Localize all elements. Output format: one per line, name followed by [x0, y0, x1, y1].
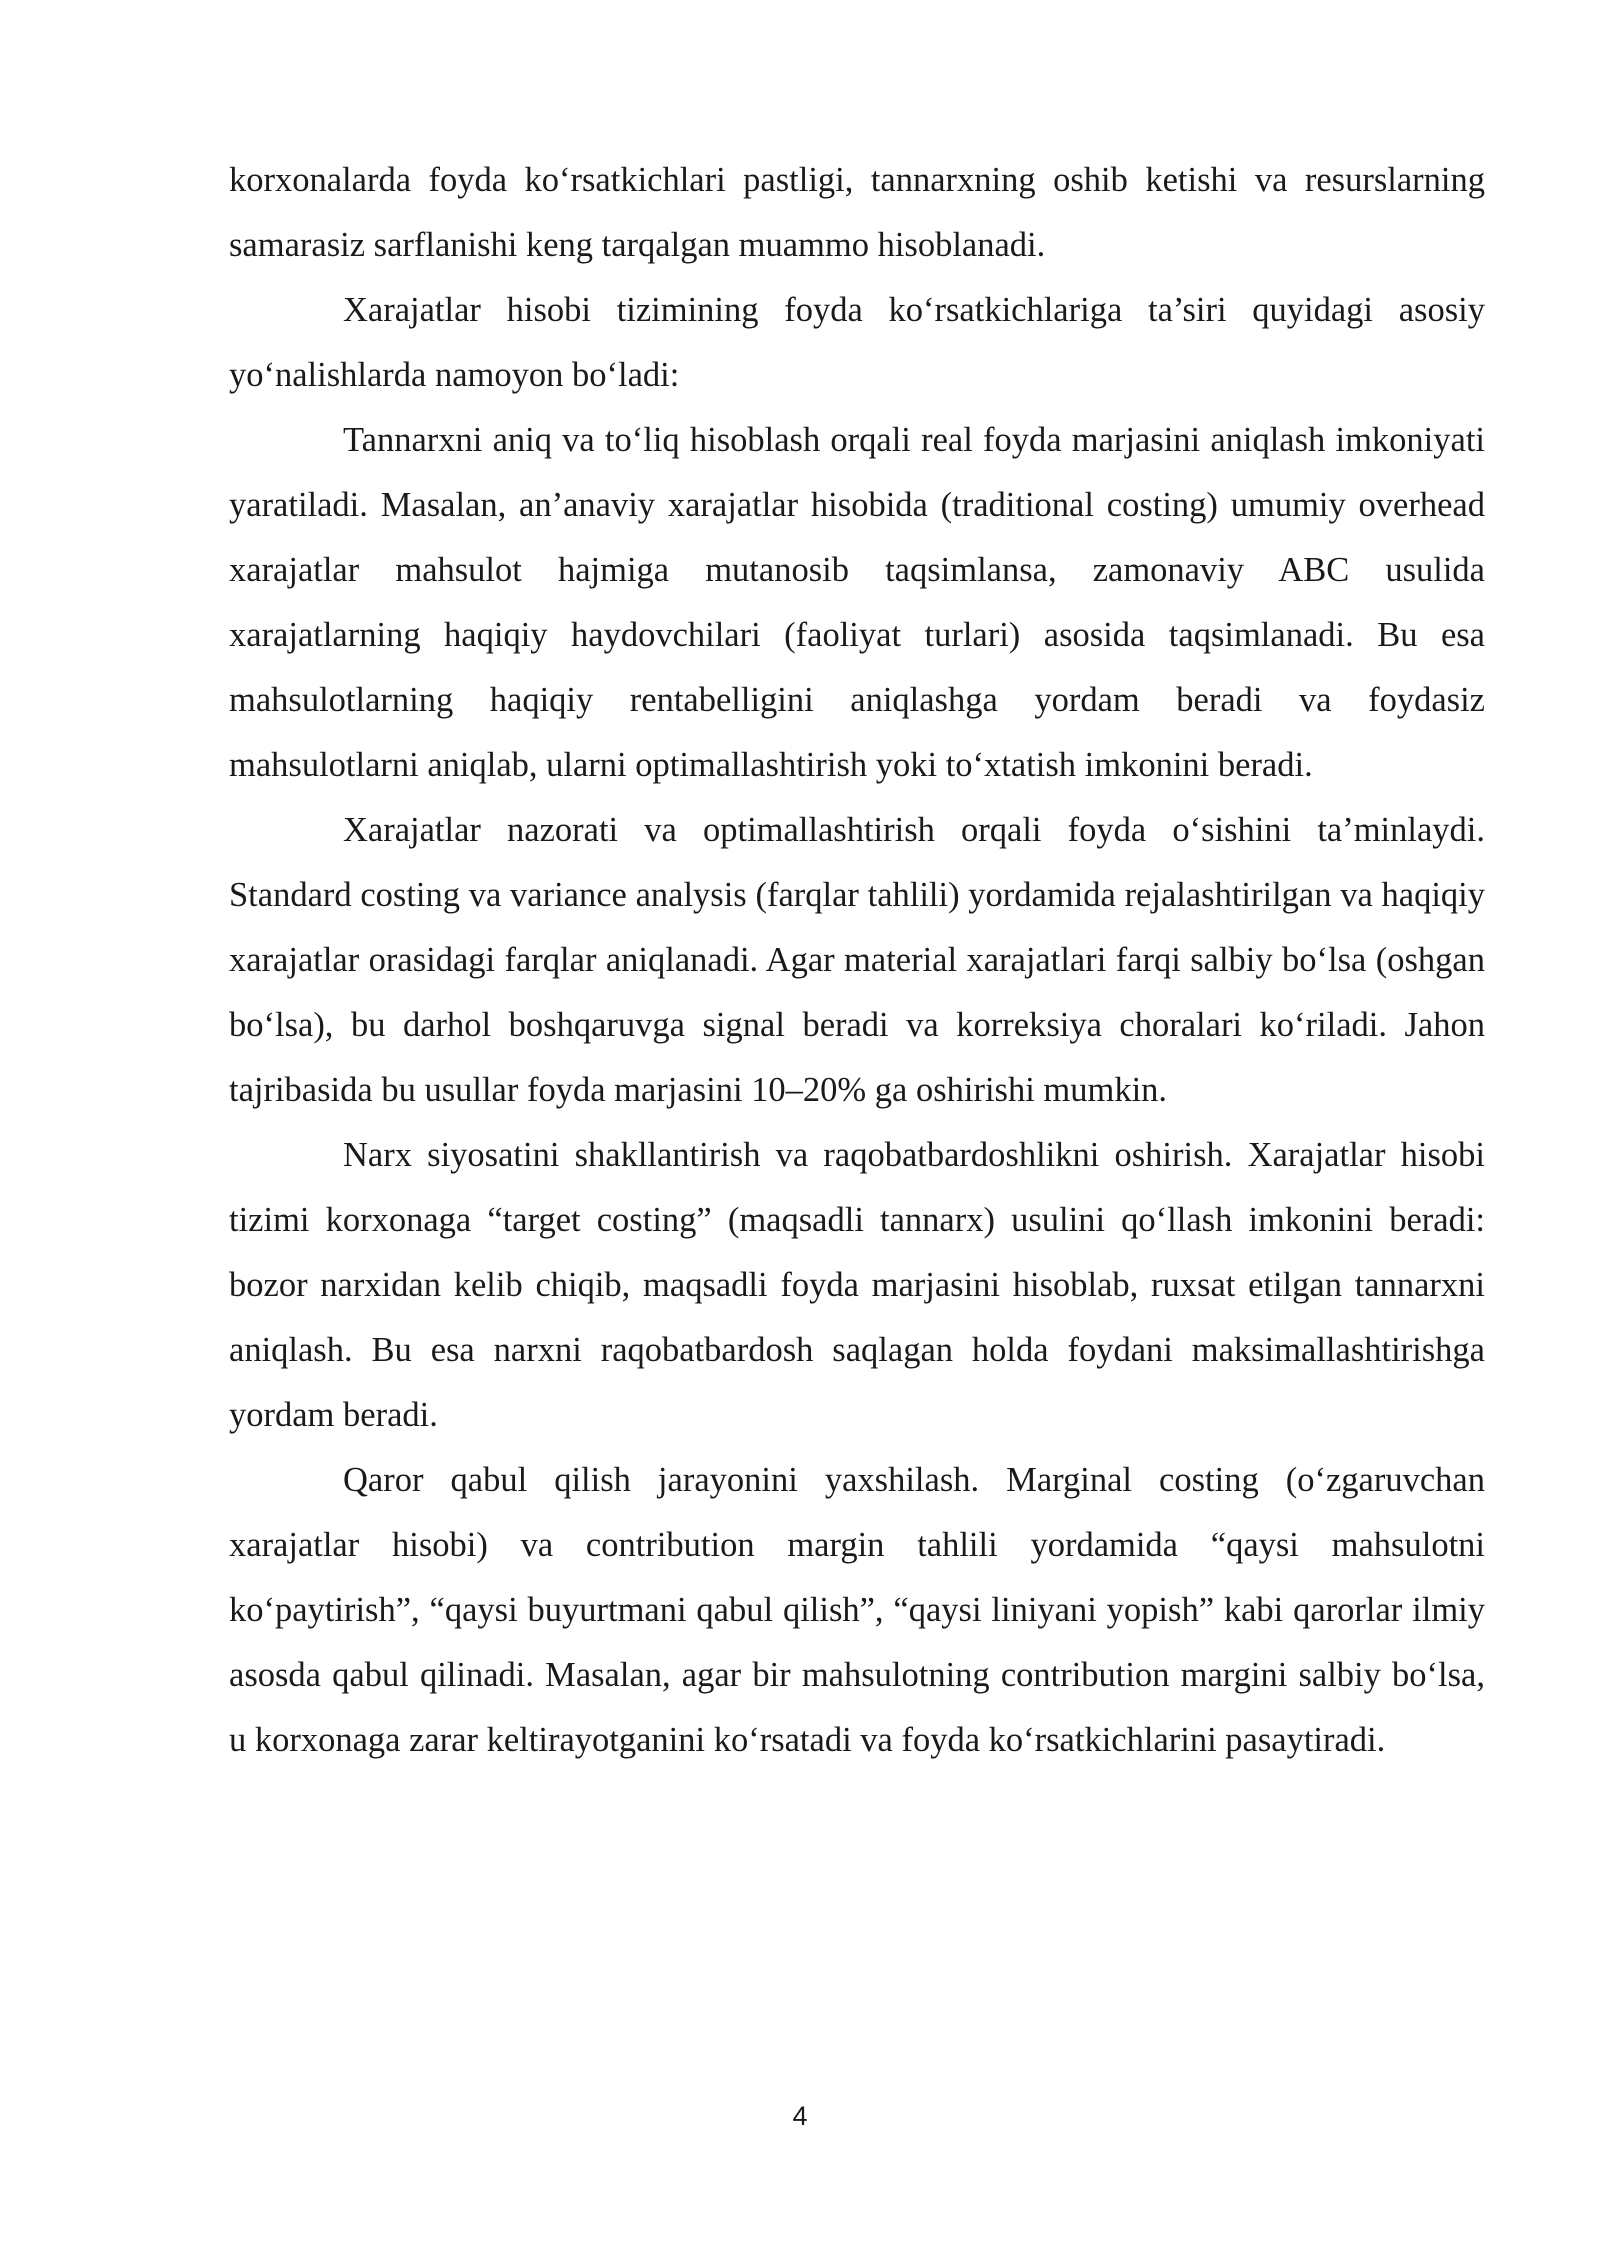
- paragraph-cost-control: Xarajatlar nazorati va optimallashtirish orqali foyda o‘sishini ta’minlaydi. Standard costing va variance analysis (farqlar tahlili) yordamida rejalashtirilgan va haqiqiy xarajatlar orasidagi farqlar aniqlanadi. Agar material xarajatlari farqi salbiy bo‘lsa (oshgan bo‘lsa), bu darhol boshqaruvga signal beradi va korreksiya choralari ko‘riladi. Jahon tajribasida bu usullar foyda marjasini 10–20% ga oshirishi mumkin.: [229, 811, 1485, 1109]
- body-text: [229, 148, 1485, 1773]
- paragraph-decision-making: Qaror qabul qilish jarayonini yaxshilash. Marginal costing (o‘zgaruvchan xarajatlar hisobi) va contribution margin tahlili yordamida “qaysi mahsulotni ko‘paytirish”, “qaysi buyurtmani qabul qilish”, “qaysi liniyani yopish” kabi qarorlar ilmiy asosda qabul qilinadi. Masalan, agar bir mahsulotning contribution margini salbiy bo‘lsa, u korxonaga zarar keltirayotganini ko‘rsatadi va foyda ko‘rsatkichlarini pasaytiradi.: [229, 1461, 1485, 1759]
- paragraph-cost-accuracy: Tannarxni aniq va to‘liq hisoblash orqali real foyda marjasini aniqlash imkoniyati yaratiladi. Masalan, an’anaviy xarajatlar hisobida (traditional costing) umumiy overhead xarajatlar mahsulot hajmiga mutanosib taqsimlansa, zamonaviy ABC usulida xarajatlarning haqiqiy haydovchilari (faoliyat turlari) asosida taqsimlanadi. Bu esa mahsulotlarning haqiqiy rentabelligini aniqlashga yordam beradi va foydasiz mahsulotlarni aniqlab, ularni optimallashtirish yoki to‘xtatish imkonini beradi.: [229, 421, 1485, 784]
- paragraph-continuation: korxonalarda foyda ko‘rsatkichlari pastligi, tannarxning oshib ketishi va resurslarning samarasiz sarflanishi keng tarqalgan muammo hisoblanadi.: [229, 161, 1485, 264]
- page-number: 4: [792, 2101, 808, 2131]
- paragraph-pricing-policy: Narx siyosatini shakllantirish va raqobatbardoshlikni oshirish. Xarajatlar hisobi tizimi korxonaga “target costing” (maqsadli tannarx) usulini qo‘llash imkonini beradi: bozor narxidan kelib chiqib, maqsadli foyda marjasini hisoblab, ruxsat etilgan tannarxni aniqlash. Bu esa narxni raqobatbardosh saqlagan holda foydani maksimallashtirishga yordam beradi.: [229, 1136, 1485, 1434]
- paragraph-intro: Xarajatlar hisobi tizimining foyda ko‘rsatkichlariga ta’siri quyidagi asosiy yo‘nalishlarda namoyon bo‘ladi:: [229, 291, 1485, 394]
